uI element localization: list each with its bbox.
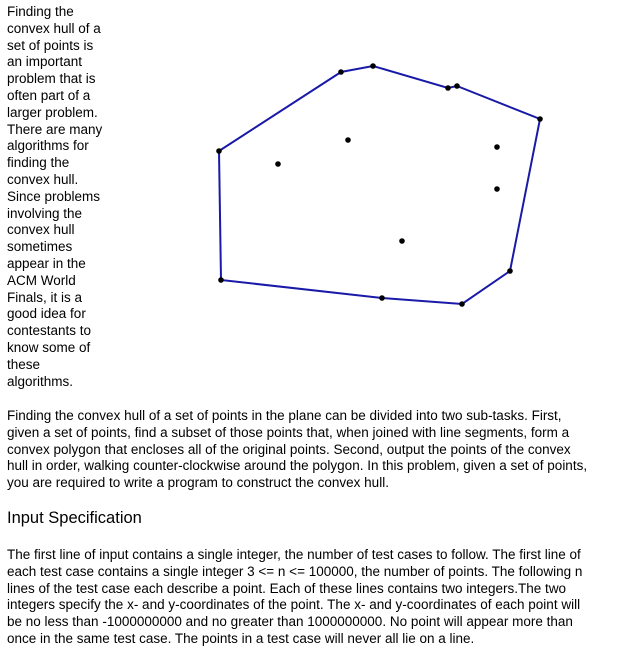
intro-line: good idea for [7, 306, 86, 322]
intro-line: There are many [7, 121, 103, 137]
hull-point [445, 85, 451, 91]
intro-line: appear in the [7, 255, 86, 271]
intro-line: sometimes [7, 239, 73, 255]
interior-point [494, 186, 500, 192]
paragraph-line: once in the same test case. The points in a test case will never all lie on a line. [7, 630, 475, 646]
paragraph-line: you are required to write a program to construct the convex hull. [7, 475, 389, 491]
hull-point [537, 116, 543, 122]
intro-line: finding the [7, 155, 70, 171]
intro-line: an important [7, 54, 83, 70]
paragraph-line: lines of the test case each describe a point. Each of these lines contains two integers.The two [7, 580, 567, 596]
intro-line: Finals, it is a [7, 289, 83, 305]
paragraph-line: Finding the convex hull of a set of points in the plane can be divided into two sub-tasks. First, [7, 408, 562, 423]
hull-point [507, 268, 513, 274]
hull-point [379, 295, 385, 301]
intro-line: often part of a [7, 87, 91, 103]
interior-point [494, 144, 500, 150]
paragraph-line: given a set of points, find a subset of those points that, when joined with line segments, form a [7, 424, 570, 440]
input-specification-text [7, 547, 625, 648]
hull-point [454, 83, 460, 89]
hull-point [218, 277, 224, 283]
intro-line: convex hull. [7, 171, 79, 187]
paragraph-line: The first line of input contains a single integer, the number of test cases to follow. The first line of [7, 547, 581, 562]
intro-line: contestants to [7, 323, 92, 339]
convex-hull-polygon [219, 66, 540, 304]
paragraph-line: each test case contains a single integer 3 <= n <= 100000, the number of points. The following n [7, 563, 583, 579]
paragraph-line: convex polygon that encloses all of the original points. Second, output the points of the convex [7, 441, 571, 457]
problem-description [7, 408, 625, 492]
intro-line: Since problems [7, 188, 101, 204]
intro-line: larger problem. [7, 104, 98, 120]
hull-point [459, 301, 465, 307]
interior-point [275, 161, 281, 167]
interior-point [345, 137, 351, 143]
paragraph-line: hull in order, walking counter-clockwise around the polygon. In this problem, given a set of points, [7, 458, 588, 474]
hull-point [370, 63, 376, 69]
intro-line: these [7, 356, 41, 372]
intro-line: algorithms. [7, 373, 74, 389]
intro-line: set of points is [7, 37, 94, 53]
hull-point [216, 148, 222, 154]
intro-line: know some of [7, 339, 91, 355]
interior-point [399, 238, 405, 244]
intro-line: involving the [7, 205, 83, 221]
paragraph-line: be no less than -1000000000 and no greater than 1000000000. No point will appear more than [7, 614, 573, 630]
intro-line: Finding the [7, 4, 74, 19]
input-specification-heading: Input Specification [7, 509, 142, 527]
intro-line: convex hull [7, 222, 75, 238]
paragraph-line: integers specify the x- and y-coordinates of the point. The x- and y-coordinates of each point will [7, 597, 581, 613]
intro-line: convex hull of a [7, 20, 101, 36]
intro-line: algorithms for [7, 138, 89, 154]
intro-line: problem that is [7, 71, 96, 87]
hull-point [338, 69, 344, 75]
intro-line: ACM World [7, 272, 76, 288]
